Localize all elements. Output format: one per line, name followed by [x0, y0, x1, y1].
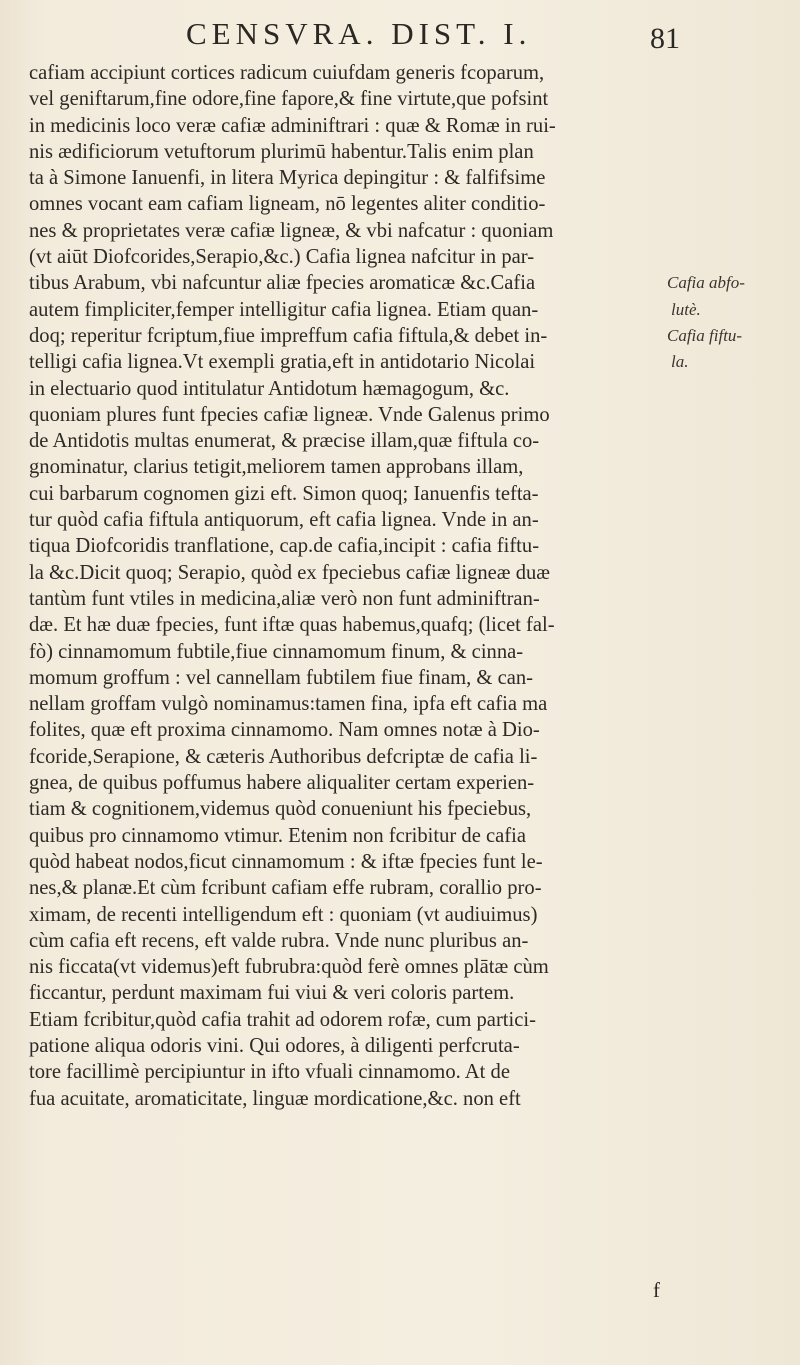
text-line: fò) cinnamomum fubtile,fiue cinnamomum finum, & cinna- — [29, 640, 524, 663]
text-line: (vt aiūt Diofcorides,Serapio,&c.) Cafia lignea nafcitur in par- — [29, 246, 535, 269]
margin-note: la. — [671, 352, 689, 372]
text-line: nes & proprietates veræ cafiæ ligneæ, & vbi nafcatur : quoniam — [29, 219, 554, 242]
text-line: ximam, de recenti intelligendum eft : quoniam (vt audiuimus) — [29, 903, 538, 926]
text-line: tibus Arabum, vbi nafcuntur aliæ fpecies aromaticæ &c.Cafia — [29, 272, 536, 295]
text-line: fcoride,Serapione, & cæteris Authoribus defcriptæ de cafia li- — [29, 745, 538, 768]
text-line: nis ficcata(vt videmus)eft fubrubra:quòd ferè omnes plātæ cùm — [29, 956, 549, 979]
text-line: cui barbarum cognomen gizi eft. Simon quoq; Ianuenfis tefta- — [29, 482, 539, 505]
margin-note: Cafia fiftu- — [667, 326, 743, 345]
text-line: doq; reperitur fcriptum,fiue impreffum cafia fiftula,& debet in- — [29, 324, 548, 347]
text-line: cafiam accipiunt cortices radicum cuiufdam generis fcoparum, — [29, 62, 545, 84]
text-line: ficcantur, perdunt maximam fui viui & veri coloris partem. — [29, 982, 515, 1005]
text-line: telligi cafia lignea.Vt exempli gratia,eft in antidotario Nicolai — [29, 351, 536, 374]
page-number: 81 — [650, 22, 680, 55]
text-line: quoniam plures funt fpecies cafiæ ligneæ. Vnde Galenus primo — [29, 403, 550, 426]
text-line: ta à Simone Ianuenfi, in litera Myrica depingitur : & falfifsime — [29, 167, 546, 190]
text-line: dæ. Et hæ duæ fpecies, funt iftæ quas habemus,quafq; (licet fal- — [29, 614, 555, 637]
text-line: cùm cafia eft recens, eft valde rubra. Vnde nunc pluribus an- — [29, 929, 529, 952]
margin-note: Cafia abfo- — [667, 273, 745, 293]
text-line: in electuario quod intitulatur Antidotum hæmagogum, &c. — [29, 377, 510, 400]
text-line: momum groffum : vel cannellam fubtilem fiue finam, & can- — [29, 666, 534, 689]
margin-note: lutè. — [671, 299, 701, 319]
text-line: autem fimpliciter,femper intelligitur cafia lignea. Etiam quan- — [29, 298, 539, 321]
text-line: tore facillimè percipiuntur in ifto vfuali cinnamomo. At de — [29, 1061, 510, 1084]
text-line: tiam & cognitionem,videmus quòd conueniunt his fpeciebus, — [29, 798, 532, 821]
text-line: gnominatur, clarius tetigit,meliorem tamen approbans illam, — [29, 456, 524, 479]
text-line: Etiam fcribitur,quòd cafia trahit ad odorem rofæ, cum partici- — [29, 1008, 536, 1031]
text-line: tiqua Diofcoridis tranflatione, cap.de cafia,incipit : cafia fiftu- — [29, 535, 540, 558]
text-line: fua acuitate, aromaticitate, linguæ mordicatione,&c. non eft — [29, 1087, 521, 1110]
text-line: tantùm funt vtiles in medicina,aliæ verò non funt adminiftran- — [29, 587, 540, 610]
text-line: folites, quæ eft proxima cinnamomo. Nam omnes notæ à Dio- — [29, 719, 540, 742]
text-line: vel geniftarum,fine odore,fine fapore,& fine virtute,que pofsint — [29, 88, 549, 111]
text-line: de Antidotis multas enumerat, & præcise illam,quæ fiftula co- — [29, 430, 540, 453]
text-line: omnes vocant eam cafiam ligneam, nō legentes aliter conditio- — [29, 193, 546, 216]
running-title: CENSVRA. DIST. I. — [186, 16, 532, 51]
text-line: quòd habeat nodos,ficut cinnamomum : & iftæ fpecies funt le- — [29, 850, 543, 873]
text-line: nes,& planæ.Et cùm fcribunt cafiam effe rubram, corallio pro- — [29, 877, 542, 900]
text-line: nis ædificiorum vetuftorum plurimū habentur.Talis enim plan — [29, 140, 534, 163]
catchword: f — [653, 1278, 660, 1302]
text-line: la &c.Dicit quoq; Serapio, quòd ex fpeciebus cafiæ ligneæ duæ — [29, 561, 551, 584]
text-line: in medicinis loco veræ cafiæ adminiftrari : quæ & Romæ in rui- — [29, 114, 556, 137]
text-line: nellam groffam vulgò nominamus:tamen fina, ipfa eft cafia ma — [29, 693, 548, 716]
running-head — [0, 14, 800, 54]
text-line: patione aliqua odoris vini. Qui odores, à diligenti perfcruta- — [29, 1034, 520, 1057]
body-text — [29, 60, 739, 1112]
text-line: quibus pro cinnamomo vtimur. Etenim non fcribitur de cafia — [29, 824, 526, 847]
text-line: gnea, de quibus poffumus habere aliqualiter certam experien- — [29, 772, 535, 795]
text-line: tur quòd cafia fiftula antiquorum, eft cafia lignea. Vnde in an- — [29, 509, 539, 532]
